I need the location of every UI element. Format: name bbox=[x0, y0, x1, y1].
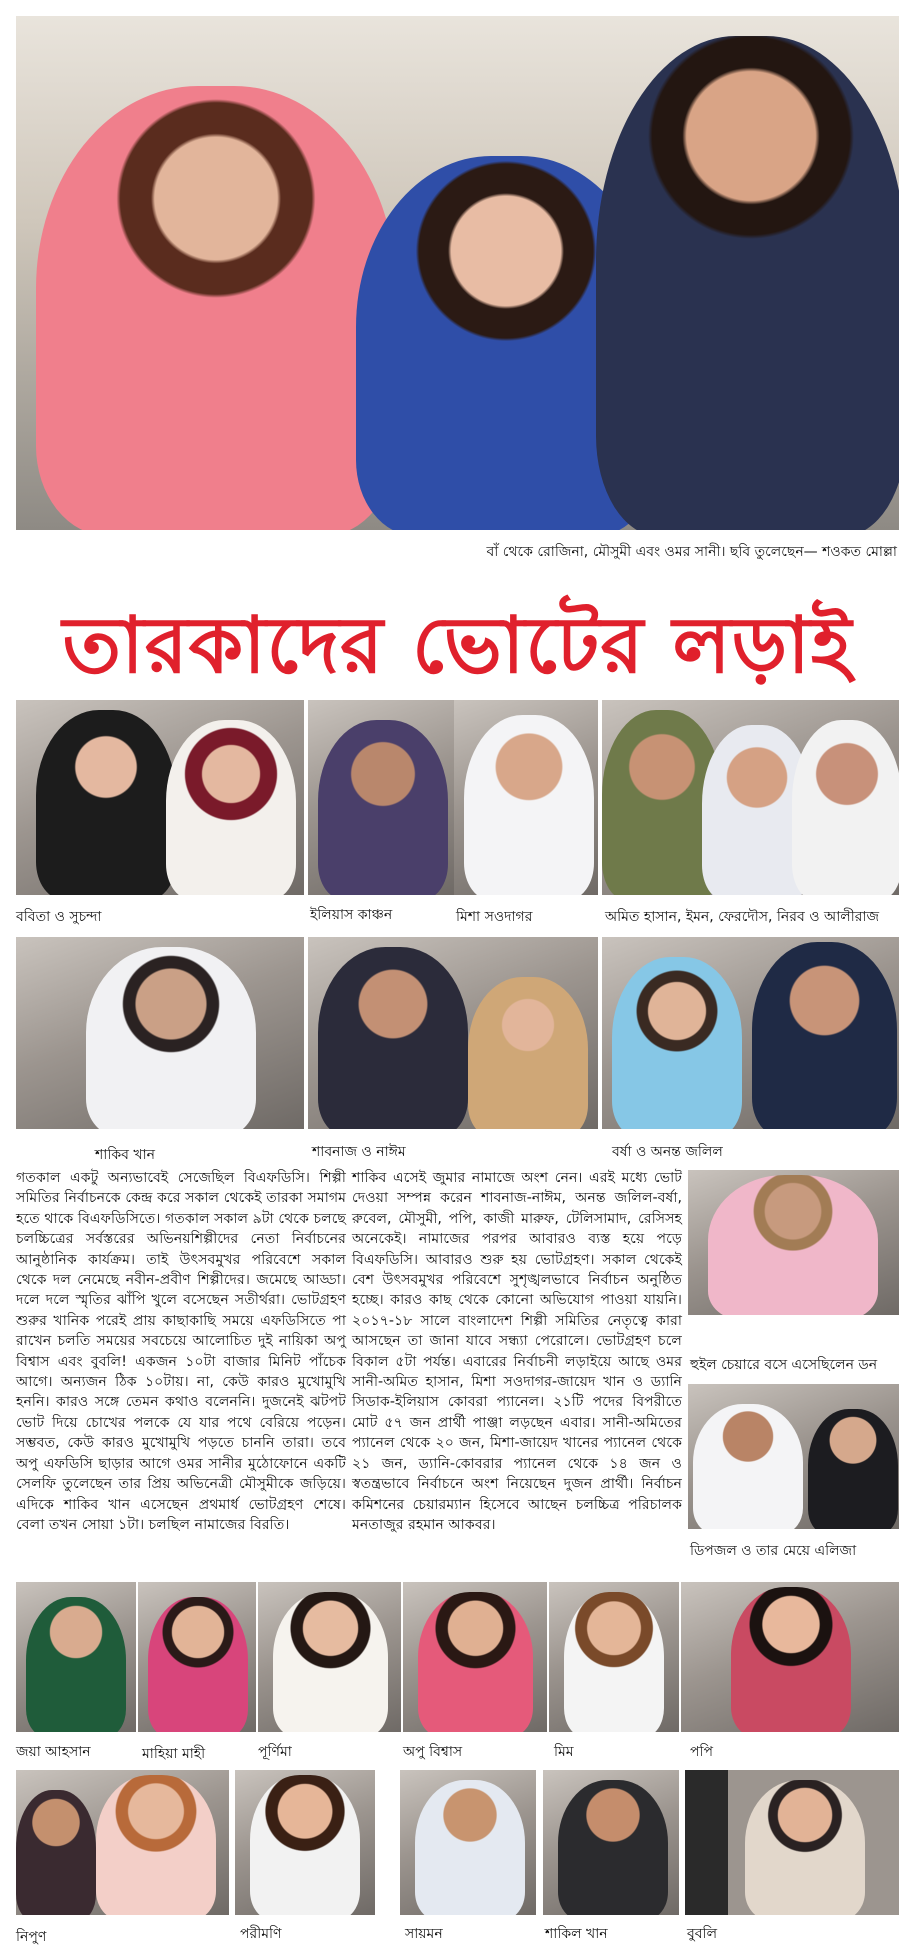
photo-don bbox=[688, 1170, 899, 1315]
caption-amit-group: অমিত হাসান, ইমন, ফেরদৌস, নিরব ও আলীরাজ bbox=[605, 909, 880, 925]
article-text-1: গতকাল একটু অন্যভাবেই সেজেছিল বিএফডিসি। শিল্পী সমিতির নির্বাচনকে কেন্দ্র করে সকাল থেকেই তারকা সমাগম হতে থাকে বিএফডিসিতে। গতকাল সকাল ৯টা থেকে চলছে চলচ্চিত্রের সর্বস্তরের অভিনয়শিল্পীদের নেতা নির্বাচনের আনুষ্ঠানিক কার্যক্রম। তাই উৎসবমুখর পরিবেশে সকাল থেকে দল নেমেছে নবীন-প্রবীণ শিল্পীদের। জমেছে আড্ডা। দলে দলে স্মৃতির ঝাঁপি খুলে বসেছেন সতীর্থরা। ভোটগ্রহণ শুরুর খানিক পরেই প্রায় কাছাকাছি সময়ে এফডিসিতে পা রাখেন চলতি সময়ের সবচেয়ে আলোচিত দুই নায়িকা অপু বিশ্বাস এবং বুবলি! একজন ১০টা বাজার মিনিট পাঁচেক আগে। অন্যজন ঠিক ১০টায়। না, কেউ কারও মুখোমুখি হননি। কারও সঙ্গে তেমন কথাও বলেননি। দুজনেই ঝটপট ভোট দিয়ে চোখের পলকে যে যার পথে বেরিয়ে পড়েন। সম্ভবত, কেউ কারও মুখোমুখি পড়তে চাননি তারা। তবে অপু এফডিসি ছাড়ার আগে ওমর সানীর মুঠোফোনে একটি সেলফি তুলেছেন তার প্রিয় অভিনেত্রী মৌসুমীকে জড়িয়ে। এদিকে শাকিব খান এসেছেন প্রথমার্ধ ভোটগ্রহণ শেষে। বেলা তখন সোয়া ১টা। চলছিল নামাজের বিরতি। bbox=[16, 1170, 346, 1533]
caption-barsha-ananta: বর্ষা ও অনন্ত জলিল bbox=[612, 1144, 723, 1160]
caption-bubly: বুবলি bbox=[687, 1926, 718, 1942]
photo-ilias-kanchan bbox=[308, 700, 454, 895]
photo-dipjol-eliza bbox=[688, 1384, 899, 1529]
caption-mahiya-mahi: মাহিয়া মাহী bbox=[142, 1746, 206, 1762]
photo-bubly bbox=[685, 1770, 899, 1915]
photo-joya-ahsan bbox=[16, 1582, 136, 1732]
hero-photo-credit: বাঁ থেকে রোজিনা, মৌসুমী এবং ওমর সানী। ছবি তুলেছেন— শওকত মোল্লা bbox=[486, 544, 897, 560]
photo-popy bbox=[681, 1582, 899, 1732]
caption-shabnaz-naeem: শাবনাজ ও নাঈম bbox=[312, 1144, 406, 1160]
hero-photo bbox=[16, 16, 899, 530]
caption-joya-ahsan: জয়া আহসান bbox=[16, 1744, 91, 1760]
hero-figure-right bbox=[596, 36, 899, 530]
article-column-1 bbox=[16, 1168, 346, 1535]
photo-porimoni bbox=[235, 1770, 375, 1915]
photo-shakil-khan bbox=[543, 1770, 679, 1915]
caption-saymon: সায়মন bbox=[405, 1926, 443, 1942]
photo-mahiya-mahi bbox=[138, 1582, 256, 1732]
caption-mim: মিম bbox=[554, 1744, 574, 1760]
caption-popy: পপি bbox=[690, 1744, 714, 1760]
caption-apu-biswas: অপু বিশ্বাস bbox=[403, 1744, 463, 1760]
photo-apu-biswas bbox=[403, 1582, 547, 1732]
caption-shakil-khan: শাকিল খান bbox=[545, 1926, 608, 1942]
caption-porimoni: পরীমণি bbox=[240, 1926, 282, 1942]
photo-misha-sawdagar bbox=[454, 700, 598, 895]
photo-amit-group bbox=[602, 700, 899, 895]
photo-mim bbox=[549, 1582, 679, 1732]
photo-nipun bbox=[16, 1770, 229, 1915]
hero-figure-left bbox=[36, 86, 396, 530]
photo-saymon bbox=[400, 1770, 536, 1915]
photo-bobita-suchanda bbox=[16, 700, 304, 895]
caption-ilias-kanchan: ইলিয়াস কাঞ্চন bbox=[310, 907, 393, 923]
caption-misha-sawdagar: মিশা সওদাগর bbox=[456, 909, 533, 925]
photo-shakib-khan bbox=[16, 937, 304, 1129]
article-text-2: শাকিব এসেই জুমার নামাজে অংশ নেন। এরই মধ্যে ভোট দেওয়া সম্পন্ন করেন শাবনাজ-নাঈম, অনন্ত জলিল-বর্ষা, রুবেল, মৌসুমী, পপি, কাজী মারুফ, টেলিসামাদ, রেসিসহ অনেকেই। নামাজের পরপর আবারও ব্যস্ত হয়ে পড়ে বিএফডিসি। আবারও শুরু হয় ভোটগ্রহণ। সকাল থেকেই বেশ উৎসবমুখর পরিবেশে সুশৃঙ্খলভাবে নির্বাচন অনুষ্ঠিত হচ্ছে। কারও কাছ থেকে কোনো অভিযোগ পাওয়া যায়নি। ২০১৭-১৮ সালে বাংলাদেশ শিল্পী সমিতির নেতৃত্বে কারা আসছেন তা জানা যাবে সন্ধ্যা পেরোলে। ভোটগ্রহণ চলে বিকাল ৫টা পর্যন্ত। এবারের নির্বাচনী লড়াইয়ে আছে ওমর সানী-অমিত হাসান, মিশা সওদাগর-জায়েদ খান ও ড্যানি সিডাক-ইলিয়াস কোবরা প্যানেল। ২১টি পদের বিপরীতে মোট ৫৭ জন প্রার্থী পাঞ্জা লড়ছেন এবার। সানী-অমিতের প্যানেল থেকে ২০ জন, মিশা-জায়েদ খানের প্যানেল থেকে ২১ জন, ড্যানি-কোবরার প্যানেল থেকে ১৪ জন ও স্বতন্ত্রভাবে নির্বাচনে অংশ নিয়েছেন দুজন প্রার্থী। নির্বাচন কমিশনের চেয়ারম্যান হিসেবে আছেন চলচ্চিত্র পরিচালক মনতাজুর রহমান আকবর। bbox=[352, 1170, 682, 1533]
photo-purnima bbox=[258, 1582, 401, 1732]
caption-nipun: নিপুণ bbox=[16, 1929, 47, 1945]
caption-don: হুইল চেয়ারে বসে এসেছিলেন ডন bbox=[690, 1357, 878, 1373]
photo-shabnaz-naeem bbox=[308, 937, 598, 1129]
photo-barsha-ananta bbox=[602, 937, 899, 1129]
page-headline: তারকাদের ভোটের লড়াই bbox=[62, 600, 853, 691]
caption-purnima: পূর্ণিমা bbox=[258, 1744, 292, 1760]
caption-bobita-suchanda: ববিতা ও সুচন্দা bbox=[16, 909, 102, 925]
caption-dipjol-eliza: ডিপজল ও তার মেয়ে এলিজা bbox=[690, 1543, 857, 1559]
caption-shakib-khan: শাকিব খান bbox=[95, 1147, 155, 1163]
article-column-2 bbox=[352, 1168, 682, 1535]
